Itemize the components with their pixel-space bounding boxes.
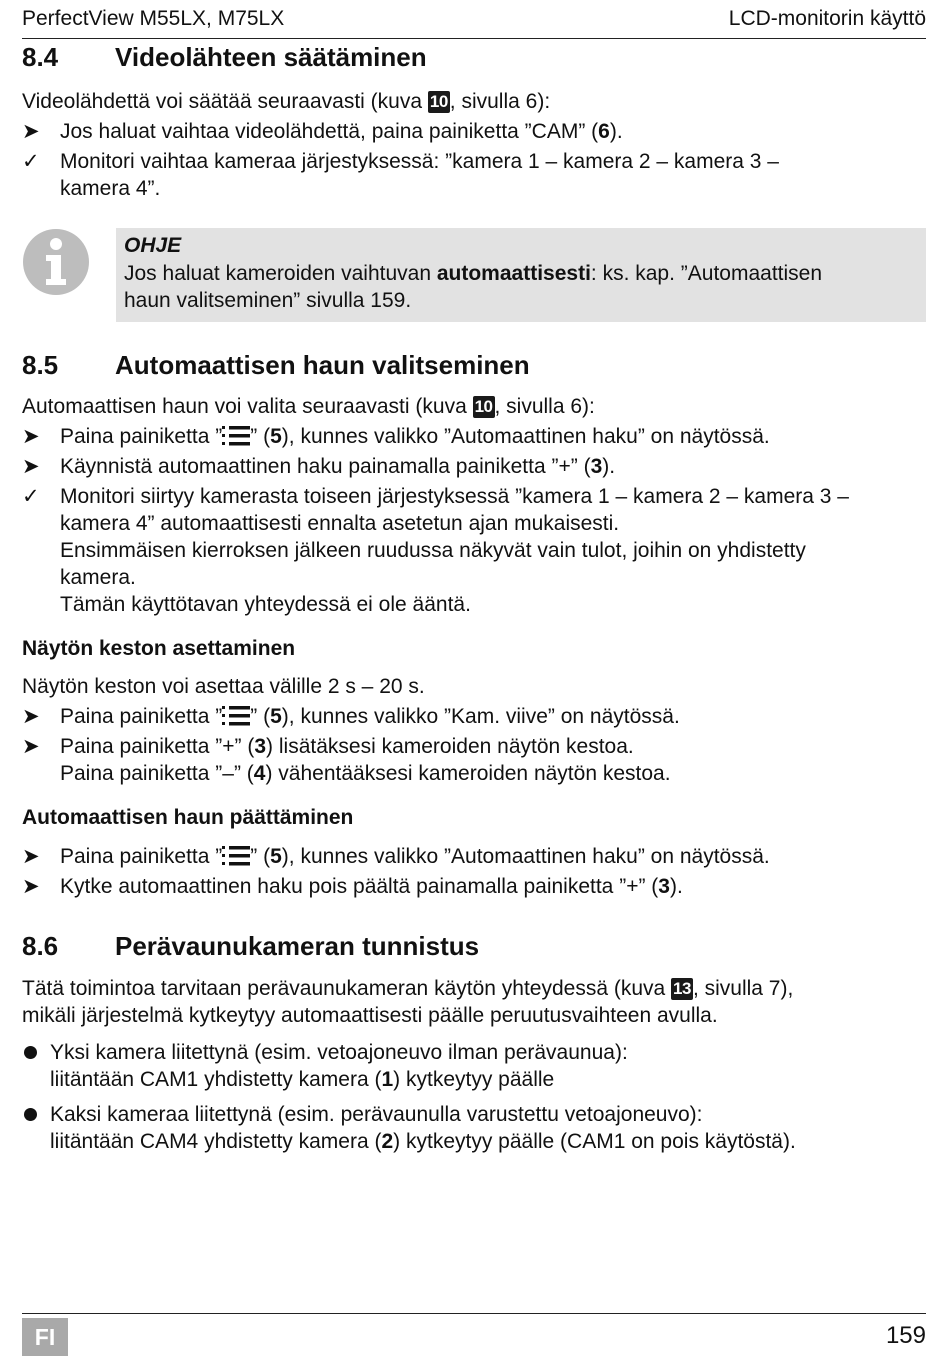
paragraph: Näytön keston voi asettaa välille 2 s – 20 s. xyxy=(22,675,425,698)
section-title-8-4 xyxy=(22,42,427,73)
header-chapter: LCD-monitorin käyttö xyxy=(728,7,926,30)
language-badge: FI xyxy=(22,1318,68,1356)
figure-ref: 10 xyxy=(429,92,448,111)
list-item: Yksi kamera liitettynä (esim. vetoajoneuvo ilman perävaunua): liitäntään CAM1 yhdistetty kamera (1) kytkeytyy päälle xyxy=(22,1039,926,1093)
bullet-dot-icon xyxy=(24,1046,37,1059)
footer-divider xyxy=(22,1313,926,1314)
step-item: ➤ Paina painiketta ” ” (5), kunnes valikko ”Automaattinen haku” on näytössä. xyxy=(22,425,770,448)
step-item: ➤ Kytke automaattinen haku pois päältä painamalla painiketta ”+” (3). xyxy=(22,875,683,898)
check-mark-icon: ✓ xyxy=(22,150,40,173)
paragraph: Automaattisen haun voi valita seuraavasti (kuva 10, sivulla 6): xyxy=(22,395,595,418)
arrow-bullet-icon: ➤ xyxy=(22,455,40,478)
page-number: 159 xyxy=(885,1322,926,1349)
arrow-bullet-icon: ➤ xyxy=(22,425,40,448)
page-header xyxy=(22,4,926,39)
menu-button-icon xyxy=(222,706,250,726)
arrow-bullet-icon: ➤ xyxy=(22,735,40,758)
step-item: ➤ Käynnistä automaattinen haku painamalla painiketta ”+” (3). xyxy=(22,455,616,478)
arrow-bullet-icon: ➤ xyxy=(22,120,40,143)
menu-button-icon xyxy=(222,426,250,446)
section-title-8-6 xyxy=(22,931,479,962)
section-number: 8.5 xyxy=(22,350,59,380)
bullet-dot-icon xyxy=(24,1108,37,1121)
paragraph: Tätä toimintoa tarvitaan perävaunukameran käytön yhteydessä (kuva 13, sivulla 7), mikäli järjestelmä kytkeytyy automaattisesti päälle peruutusvaihteen avulla. xyxy=(22,977,794,1027)
arrow-bullet-icon: ➤ xyxy=(22,875,40,898)
header-product: PerfectView M55LX, M75LX xyxy=(22,7,285,30)
subheading: Automaattisen haun päättäminen xyxy=(22,806,354,829)
arrow-bullet-icon: ➤ xyxy=(22,705,40,728)
section-heading: Perävaunukameran tunnistus xyxy=(115,931,480,961)
paragraph: Videolähdettä voi säätää seuraavasti (kuva 10, sivulla 6): xyxy=(22,90,551,113)
result-item: ✓ Monitori vaihtaa kameraa järjestyksessä: ”kamera 1 – kamera 2 – kamera 3 – kamera 4”. xyxy=(22,150,779,200)
subheading: Näytön keston asettaminen xyxy=(22,637,296,660)
section-heading: Automaattisen haun valitseminen xyxy=(115,350,530,380)
note-box xyxy=(116,228,926,322)
step-item: ➤ Jos haluat vaihtaa videolähdettä, paina painiketta ”CAM” (6). xyxy=(22,120,623,143)
section-number: 8.6 xyxy=(22,931,59,961)
section-heading: Videolähteen säätäminen xyxy=(115,42,427,72)
note-title: OHJE xyxy=(124,234,182,257)
arrow-bullet-icon: ➤ xyxy=(22,845,40,868)
menu-button-icon xyxy=(222,846,250,866)
section-title-8-5 xyxy=(22,350,530,381)
step-item: ➤ Paina painiketta ”+” (3) lisätäksesi kameroiden näytön kestoa. Paina painiketta ”–” (4) vähentääksesi kameroiden näytön kestoa. xyxy=(22,735,671,785)
section-number: 8.4 xyxy=(22,42,59,72)
check-mark-icon: ✓ xyxy=(22,485,40,508)
list-item: Kaksi kameraa liitettynä (esim. perävaunulla varustettu vetoajoneuvo): liitäntään CAM4 yhdistetty kamera (2) kytkeytyy päälle (CAM1 on pois käytöstä). xyxy=(22,1101,926,1155)
note-text: Jos haluat kameroiden vaihtuvan automaattisesti: ks. kap. ”Automaattisen haun valitseminen” sivulla 159. xyxy=(124,262,823,312)
step-item: ➤ Paina painiketta ” ” (5), kunnes valikko ”Automaattinen haku” on näytössä. xyxy=(22,845,770,868)
step-item: ➤ Paina painiketta ” ” (5), kunnes valikko ”Kam. viive” on näytössä. xyxy=(22,705,680,728)
figure-ref: 10 xyxy=(474,397,493,416)
result-item: ✓ Monitori siirtyy kamerasta toiseen järjestyksessä ”kamera 1 – kamera 2 – kamera 3 – kamera 4” automaattisesti ennalta asetetun ajan mukaisesti. Ensimmäisen kierroksen jälkeen ruudussa näkyvät vain tulot, joihin on yhdistetty kamera. Tämän käyttötavan yhteydessä ei ole ääntä. xyxy=(22,485,849,616)
info-icon xyxy=(22,228,90,296)
figure-ref: 13 xyxy=(673,979,691,998)
